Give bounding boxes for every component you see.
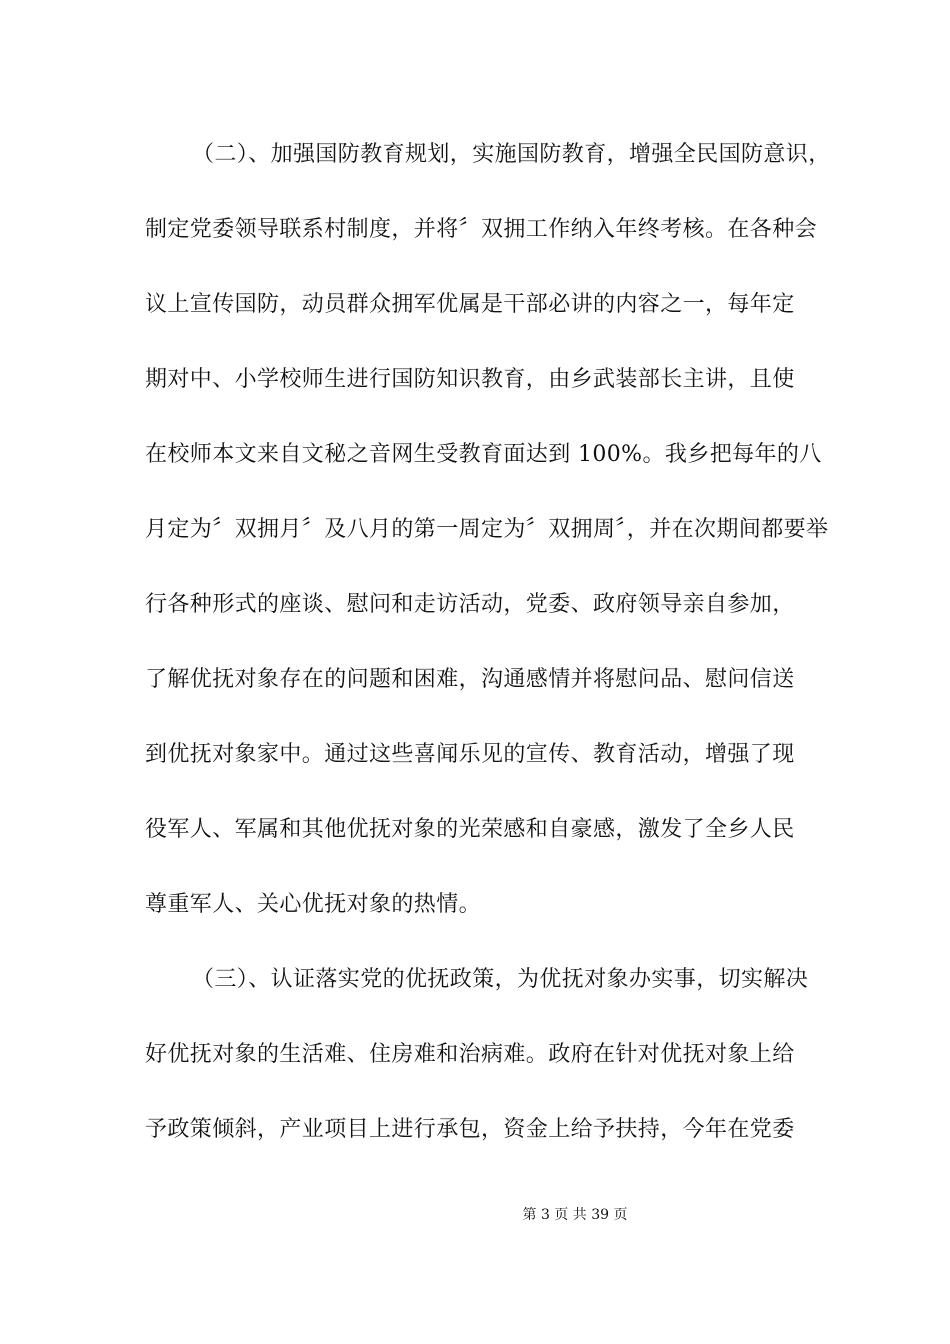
paragraph-line: 到优抚对象家中。通过这些喜闻乐见的宣传、教育活动，增强了现 [145,742,795,767]
paragraph-line: 好优抚对象的生活难、住房难和治病难。政府在针对优抚对象上给 [145,1042,795,1067]
paragraph-line: 制定党委领导联系村制度，并将〞双拥工作纳入年终考核。在各种会 [145,217,818,242]
paragraph-line: 予政策倾斜，产业项目上进行承包，资金上给予扶持，今年在党委 [145,1117,795,1142]
paragraph-line: 了解优抚对象存在的问题和困难，沟通感情并将慰问品、慰问信送 [145,667,795,692]
paragraph-line: 月定为〞双拥月〞及八月的第一周定为〞双拥周〞，并在次期间都要举 [145,517,829,542]
paragraph-line: 行各种形式的座谈、慰问和走访活动，党委、政府领导亲自参加， [145,592,795,617]
paragraph-line: （二）、加强国防教育规划，实施国防教育，增强全民国防意识， [192,142,831,167]
paragraph-line: 期对中、小学校师生进行国防知识教育，由乡武装部长主讲，且使 [145,367,795,392]
paragraph-line: 在校师本文来自文秘之音网生受教育面达到 100%。我乡把每年的八 [145,442,822,467]
page-number-footer: 第 3 页 共 39 页 [522,1207,628,1223]
paragraph-line: （三）、认证落实党的优抚政策，为优抚对象办实事，切实解决 [192,967,809,992]
paragraph-line: 尊重军人、关心优抚对象的热情。 [145,892,482,917]
paragraph-line: 役军人、军属和其他优抚对象的光荣感和自豪感，激发了全乡人民 [145,817,795,842]
paragraph-line: 议上宣传国防，动员群众拥军优属是干部必讲的内容之一，每年定 [145,292,795,317]
